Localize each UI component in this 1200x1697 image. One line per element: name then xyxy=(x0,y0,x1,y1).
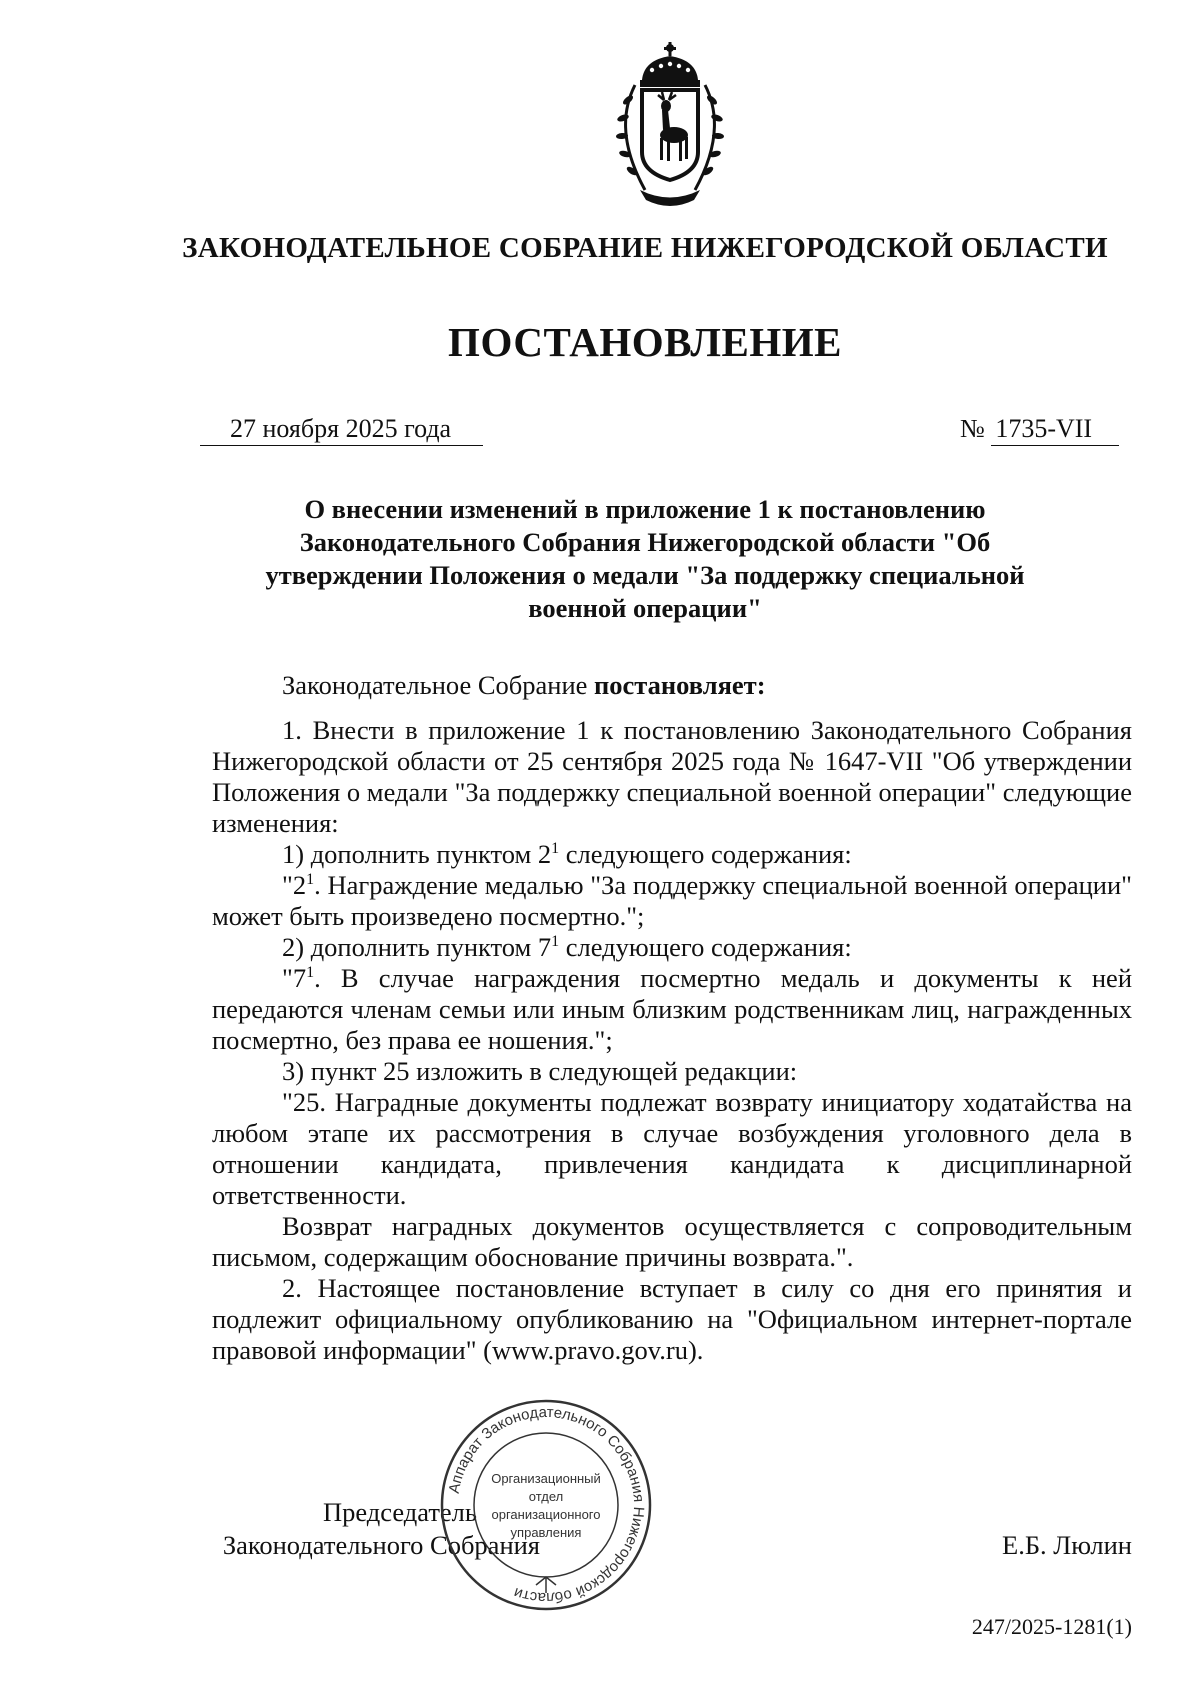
intro-text: Законодательное Собрание xyxy=(282,670,595,700)
subpoint-1-text: 1) дополнить пунктом 2 xyxy=(282,839,552,869)
paragraph-2: 2. Настоящее постановление вступает в силу со дня его принятия и подлежит официальному опубликованию на "Официальном интернет-портале правовой информации" (www.pravo.gov.ru). xyxy=(212,1273,1132,1365)
heading-line: военной операции" xyxy=(528,593,762,623)
stamp-inner-line: управления xyxy=(510,1525,582,1540)
signatory-name: Е.Б. Люлин xyxy=(1002,1530,1132,1560)
quote-2 xyxy=(212,963,1132,1056)
document-date: 27 ноября 2025 года xyxy=(200,413,483,446)
subpoint-1-text-end: следующего содержания: xyxy=(559,839,852,869)
heading-line: утверждении Положения о медали "За поддержку специальной xyxy=(265,560,1025,590)
stamp-inner-line: отдел xyxy=(528,1489,564,1504)
quote-1 xyxy=(212,870,1132,932)
intro-paragraph xyxy=(212,670,1132,701)
superscript: 1 xyxy=(551,933,560,951)
document-heading xyxy=(180,493,1110,625)
quote-3: "25. Наградные документы подлежат возврату инициатору ходатайства на любом этапе их рассмотрения в случае возбуждения уголовного дела в отношении кандидата, привлечения кандидата к дисциплинарной ответственности. xyxy=(212,1087,1132,1210)
subpoint-2-text: 2) дополнить пунктом 7 xyxy=(282,932,552,962)
superscript: 1 xyxy=(551,840,560,858)
organization-name: ЗАКОНОДАТЕЛЬНОЕ СОБРАНИЕ НИЖЕГОРОДСКОЙ ОБЛАСТИ xyxy=(182,232,1108,264)
document-type: ПОСТАНОВЛЕНИЕ xyxy=(448,319,842,365)
stamp-inner-line: организационного xyxy=(491,1507,601,1522)
document-number xyxy=(960,413,1132,446)
heading-line: Законодательного Собрания Нижегородской области "Об xyxy=(299,527,991,557)
quote-1-text: . Награждение медалью "За поддержку специальной военной операции" может быть произведено посмертно."; xyxy=(212,870,1132,931)
quote-3-continuation: Возврат наградных документов осуществляется с сопроводительным письмом, содержащим обоснование причины возврата.". xyxy=(212,1211,1132,1272)
coat-of-arms-icon xyxy=(590,40,750,215)
intro-bold: постановляет: xyxy=(594,670,766,700)
subpoint-1 xyxy=(212,839,1132,870)
stamp-outer-text: Аппарат Законодательного Собрания Нижегородской области xyxy=(445,1403,648,1607)
number-value: 1735-VII xyxy=(991,413,1119,446)
quote-2-start: "7 xyxy=(282,963,307,993)
number-prefix: № xyxy=(960,414,985,443)
quote-2-text: . В случае награждения посмертно медаль и документы к ней передаются членам семьи или иным близким родственникам лиц, награжденных посмертно, без права ее ношения."; xyxy=(212,963,1132,1055)
subpoint-3: 3) пункт 25 изложить в следующей редакции: xyxy=(282,1056,798,1086)
registration-number: 247/2025-1281(1) xyxy=(971,1614,1132,1639)
subpoint-2-text-end: следующего содержания: xyxy=(559,932,852,962)
subpoint-2 xyxy=(212,932,1132,963)
document-body xyxy=(212,670,1132,1366)
paragraph-1: 1. Внести в приложение 1 к постановлению Законодательного Собрания Нижегородской области от 25 сентября 2025 года № 1647-VII "Об утверждении Положения о медали "За поддержку специальной военной операции" следующие изменения: xyxy=(212,715,1132,838)
heading-line: О внесении изменений в приложение 1 к постановлению xyxy=(304,494,986,524)
signatory-title-line: Председатель xyxy=(323,1497,477,1527)
signatory-title-line: Законодательного Собрания xyxy=(222,1530,540,1560)
seal-stamp-icon xyxy=(436,1395,656,1615)
stamp-inner-line: Организационный xyxy=(491,1471,601,1486)
quote-1-start: "2 xyxy=(282,870,307,900)
superscript: 1 xyxy=(306,964,315,982)
superscript: 1 xyxy=(306,871,315,889)
